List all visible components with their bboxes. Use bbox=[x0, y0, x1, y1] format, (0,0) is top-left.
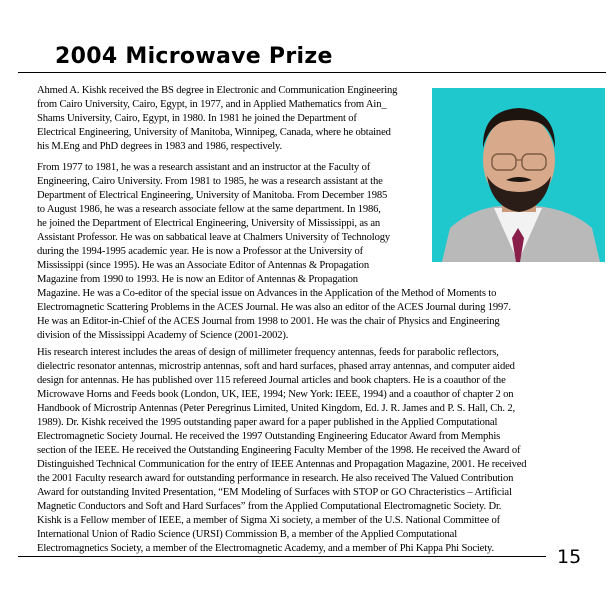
text-line: Magazine. He was a Co-editor of the special issue on Advances in the Application of the Method of Moments to bbox=[37, 288, 497, 299]
text-line: Kishk is a Fellow member of IEEE, a member of Sigma Xi society, a member of the U.S. National Committee of bbox=[37, 515, 500, 526]
text-line: from Cairo University, Cairo, Egypt, in 1977, and in Applied Mathematics from Ain_ bbox=[37, 99, 387, 110]
text-line: Magnetic Conductors and Soft and Hard Surfaces” from the Applied Computational Electromagnetic Society. Dr. bbox=[37, 501, 502, 512]
text-line: Shams University, Cairo, Egypt, in 1980. In 1981 he joined the Department of bbox=[37, 113, 357, 124]
text-line: Assistant Professor. He was on sabbatical leave at Chalmers University of Technology bbox=[37, 232, 391, 243]
text-line: to August 1986, he was a research associate fellow at the same department. In 1986, bbox=[37, 204, 381, 215]
text-line: Engineering, Cairo University. From 1981 to 1985, he was a research assistant at the bbox=[37, 176, 383, 187]
text-line: dielectric resonator antennas, microstrip antennas, soft and hard surfaces, phased array antennas, and computer aided bbox=[37, 361, 515, 372]
text-line: Handbook of Microstrip Antennas (Peter Peregrinus Limited, United Kingdom, Ed. J. R. James and P. S. Hall, Ch. 2, bbox=[37, 403, 515, 414]
text-line: he joined the Department of Electrical Engineering, University of Mississippi, as an bbox=[37, 218, 381, 229]
text-line: Ahmed A. Kishk received the BS degree in Electronic and Communication Engineering bbox=[37, 85, 398, 96]
text-line: Electromagnetics Society, a member of the Electromagnetic Academy, and a member of Phi Kappa Phi Society. bbox=[37, 543, 494, 554]
portrait-photo bbox=[432, 88, 605, 262]
text-line: his M.Eng and PhD degrees in 1983 and 1986, respectively. bbox=[37, 141, 282, 152]
text-line: Microwave Horns and Feeds book (London, UK, IEE, 1994; New York: IEEE, 1994) and a coauthor of chapter 2 on bbox=[37, 389, 514, 400]
text-line: Electromagnetic Scattering Problems in the ACES Journal. He was also an editor of the ACES Journal during 1997. bbox=[37, 302, 511, 313]
text-line: Electromagnetic Society Journal. He received the 1997 Outstanding Engineering Educator Award from Memphis bbox=[37, 431, 501, 442]
text-line: Electrical Engineering, University of Manitoba, Winnipeg, Canada, where he obtained bbox=[37, 127, 391, 138]
text-line: design for antennas. He has published over 115 refereed Journal articles and book chapters. He is a coauthor of the bbox=[37, 375, 506, 386]
text-line: division of the Mississippi Academy of Science (2001-2002). bbox=[37, 330, 289, 341]
text-line: section of the IEEE. He received the Outstanding Engineering Faculty Member of the 1998. He received the Award of bbox=[37, 445, 521, 456]
text-line: Distinguished Technical Communication for the entry of IEEE Antennas and Propagation Magazine, 2001. He received bbox=[37, 459, 527, 470]
text-line: the 2001 Faculty research award for outstanding performance in research. He also received The Valued Contribution bbox=[37, 473, 514, 484]
text-line: 1989). Dr. Kishk received the 1995 outstanding paper award for a paper published in the Applied Computational bbox=[37, 417, 498, 428]
title-divider bbox=[18, 72, 606, 73]
text-line: International Union of Radio Science (URSI) Commission B, a member of the Applied Computational bbox=[37, 529, 458, 540]
slide-title: 2004 Microwave Prize bbox=[55, 44, 333, 69]
text-line: Award for outstanding Invited Presentation, “EM Modeling of Surfaces with STOP or GO Chracteristics – Artificial bbox=[37, 487, 512, 498]
text-line: during the 1994-1995 academic year. He is now a Professor at the University of bbox=[37, 246, 364, 257]
text-line: Magazine from 1990 to 1993. He is now an Editor of Antennas & Propagation bbox=[37, 274, 358, 285]
text-line: His research interest includes the areas of design of millimeter frequency antennas, feeds for parabolic reflectors, bbox=[37, 347, 499, 358]
text-line: From 1977 to 1981, he was a research assistant and an instructor at the Faculty of bbox=[37, 162, 371, 173]
page-number: 15 bbox=[557, 546, 582, 568]
paragraph-education bbox=[37, 84, 397, 154]
paragraph-research bbox=[37, 346, 526, 556]
text-line: Department of Electrical Engineering, University of Manitoba. From December 1985 bbox=[37, 190, 388, 201]
text-line: He was an Editor-in-Chief of the ACES Journal from 1998 to 2001. He was the chair of Physics and Engineering bbox=[37, 316, 500, 327]
text-line: Mississippi (since 1995). He was an Associate Editor of Antennas & Propagation bbox=[37, 260, 369, 271]
footer-divider bbox=[18, 556, 546, 557]
